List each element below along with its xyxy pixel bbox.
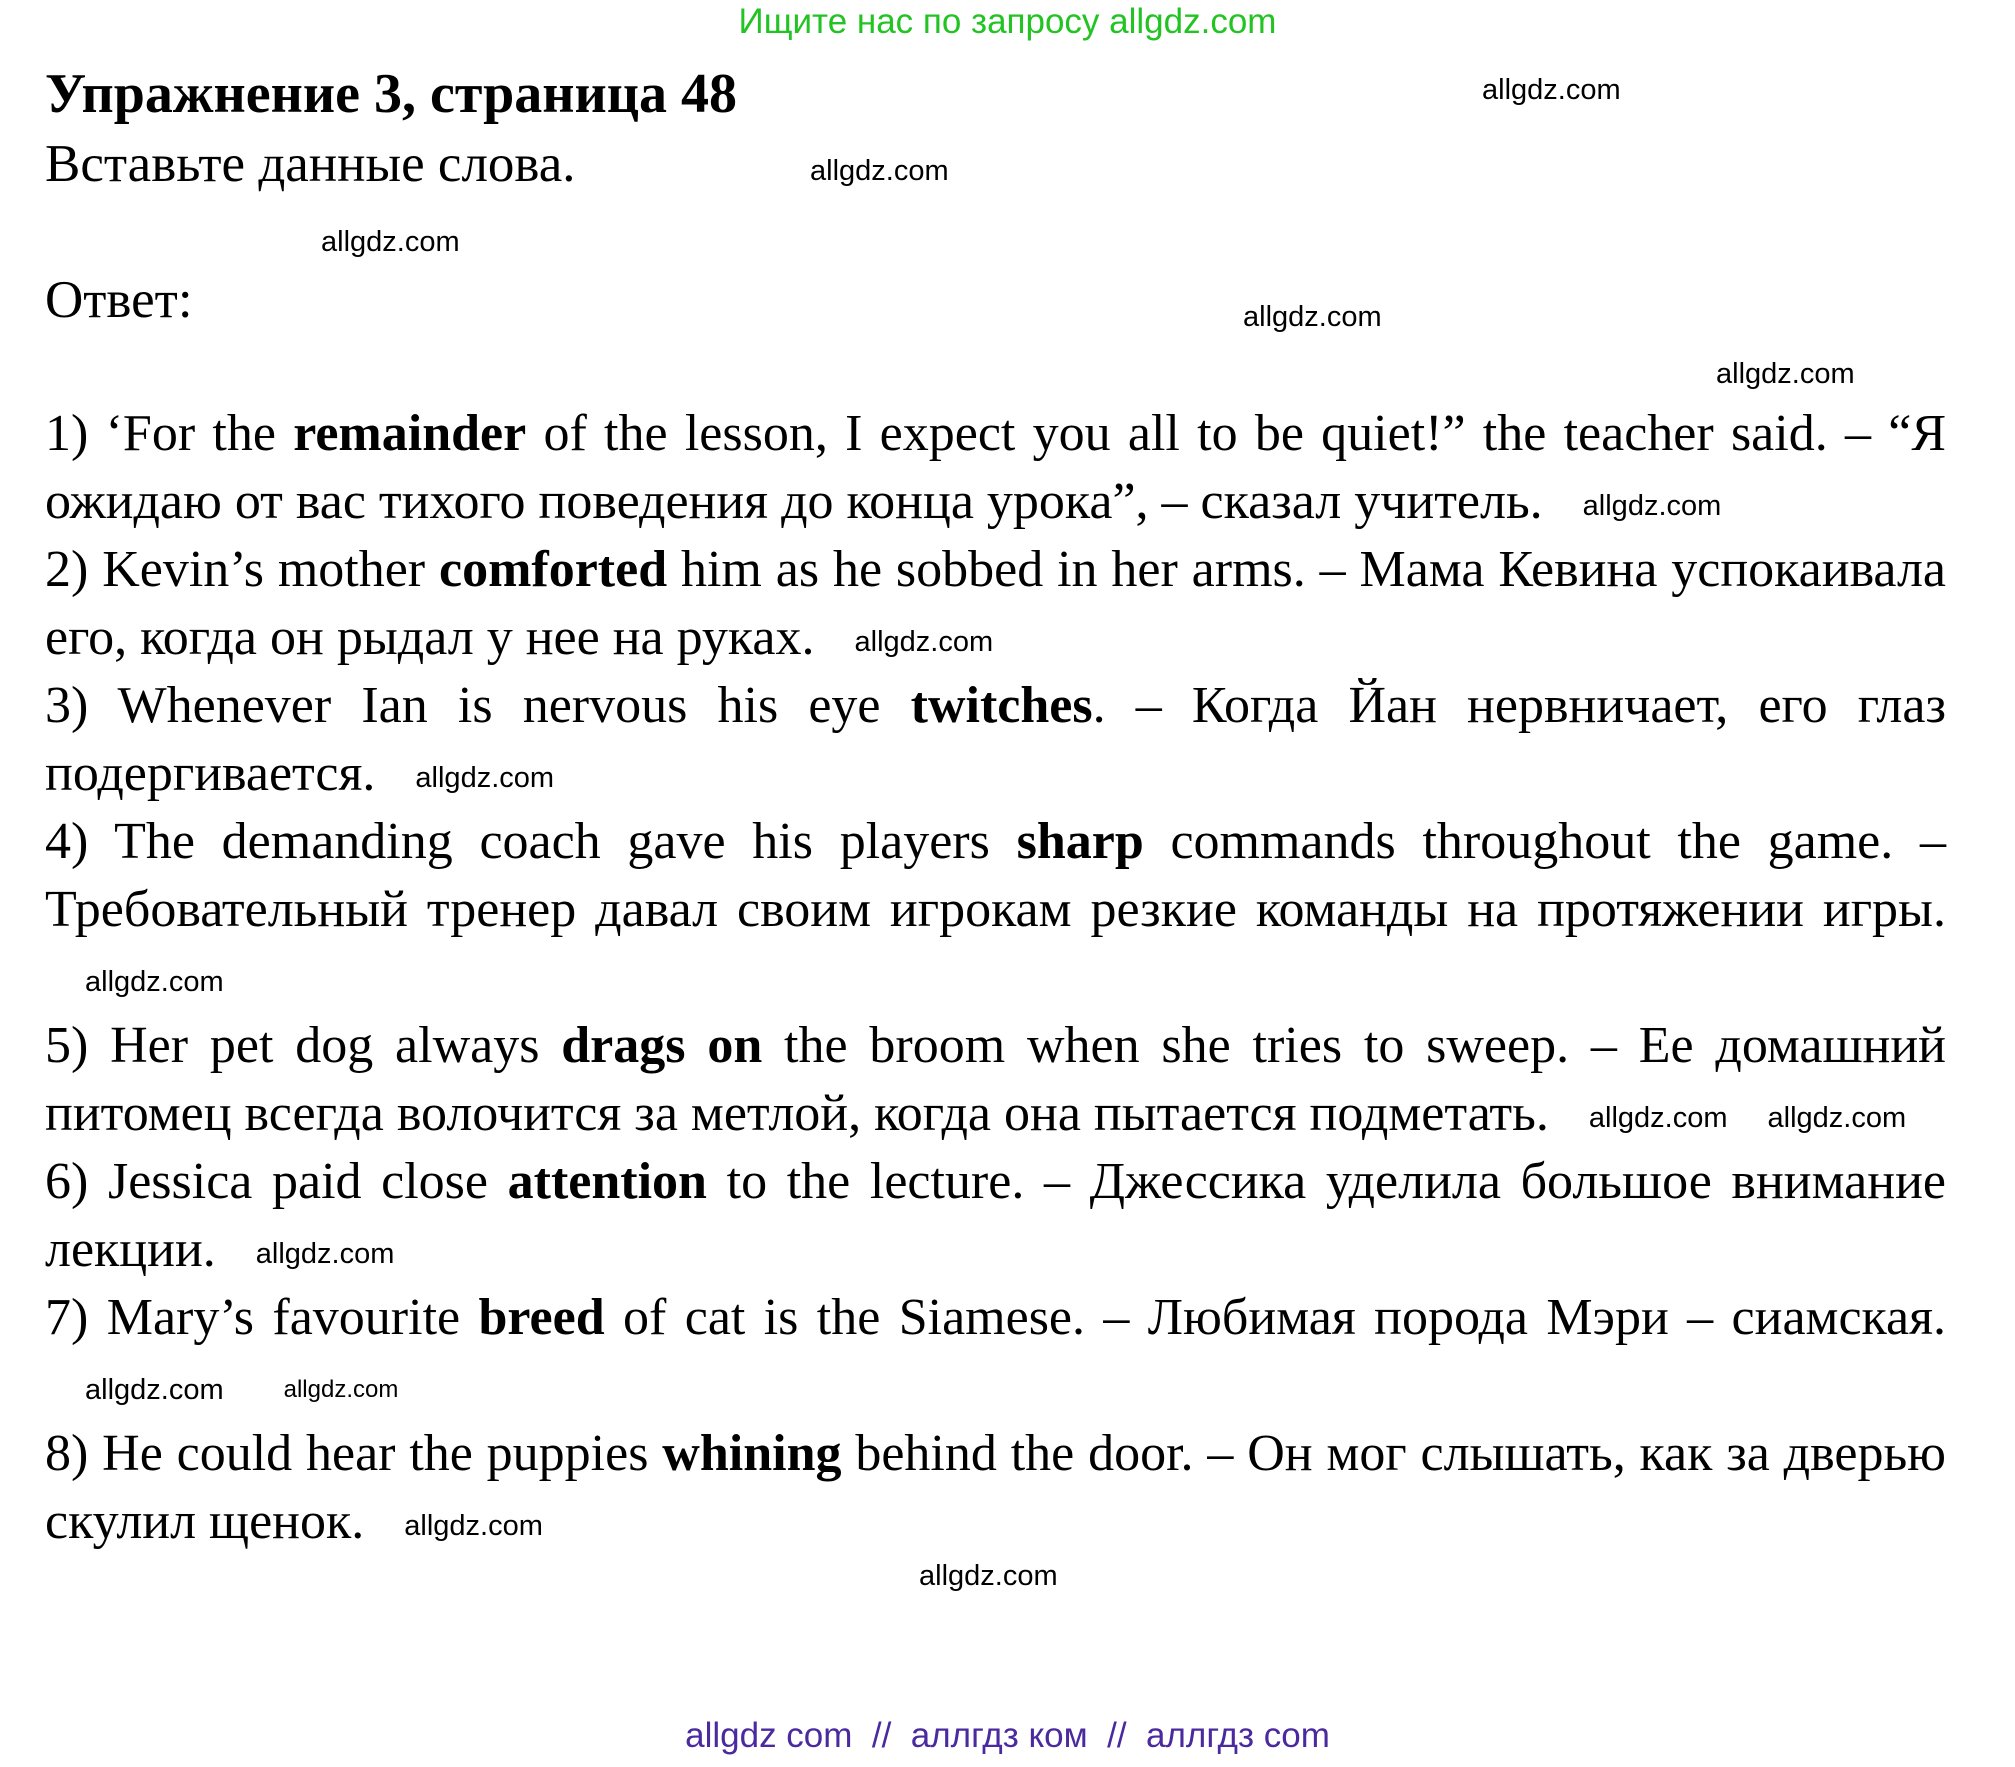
answer-item (45, 1012, 1946, 1148)
watermark: allgdz.com (1716, 358, 1855, 390)
watermark: allgdz.com (1243, 301, 1382, 333)
inserted-word: breed (478, 1289, 605, 1346)
item-text: 1) ‘For the (45, 405, 294, 462)
answer-item (45, 1148, 1946, 1284)
answer-item (45, 400, 1946, 536)
watermark: allgdz.com (1482, 74, 1621, 106)
item-text: 2) Kevin’s mother (45, 541, 439, 598)
item-text: 3) Whenever Ian is nervous his eye (45, 677, 911, 734)
answer-item (45, 808, 1946, 1012)
watermark: allgdz.com (283, 1376, 399, 1404)
watermark: allgdz.com (255, 1237, 395, 1270)
answer-label: Ответ: (45, 271, 193, 329)
watermark: allgdz.com (85, 1373, 224, 1406)
item-text: to the lecture. – Джессика уделила большое внимание лекции. (45, 1153, 1946, 1278)
watermark: allgdz.com (1588, 1101, 1728, 1134)
watermark: allgdz.com (919, 1560, 1058, 1592)
inserted-word: whining (662, 1425, 842, 1482)
task-instruction: Вставьте данные слова. (45, 135, 576, 193)
watermark: allgdz.com (321, 226, 460, 258)
answer-list (45, 400, 1946, 1596)
watermark: allgdz.com (854, 625, 994, 658)
watermark: allgdz.com (85, 965, 224, 998)
watermark: allgdz.com (1582, 489, 1722, 522)
item-text: him as he sobbed in her arms. – Мама Кевина успокаивала его, когда он рыдал у нее на руках. (45, 541, 1946, 666)
item-text: 4) The demanding coach gave his players (45, 813, 1017, 870)
answer-item (45, 536, 1946, 672)
page-title: Упражнение 3, страница 48 (45, 63, 738, 125)
item-text: behind the door. – Он мог слышать, как за дверью скулил щенок. (45, 1425, 1947, 1550)
inserted-word: attention (507, 1153, 707, 1210)
item-text: 8) He could hear the puppies (45, 1425, 663, 1482)
item-text: 6) Jessica paid close (45, 1153, 508, 1210)
item-text: of the lesson, I expect you all to be quiet!” the teacher said. – “Я ожидаю от вас тихого поведения до конца урока”, – сказал учитель. (45, 405, 1947, 530)
watermark: allgdz.com (415, 761, 555, 794)
inserted-word: comforted (439, 541, 668, 598)
watermark: allgdz.com (810, 155, 949, 187)
answer-item (45, 1284, 1946, 1420)
watermark: allgdz.com (1767, 1101, 1907, 1134)
inserted-word: sharp (1016, 813, 1144, 870)
item-text: the broom when she tries to sweep. – Ее домашний питомец всегда волочится за метлой, когда она пытается подметать. (45, 1017, 1946, 1142)
footer-links[interactable]: allgdz com // аллгдз ком // аллгдз com (685, 1716, 1330, 1755)
inserted-word: twitches (910, 677, 1093, 734)
item-text: of cat is the Siamese. – Любимая порода Мэри – сиамская. (604, 1289, 1946, 1346)
answer-item (45, 672, 1946, 808)
inserted-word: remainder (293, 405, 527, 462)
item-text: . – Когда Йан нервничает, его глаз подергивается. (45, 677, 1946, 802)
item-text: 7) Mary’s favourite (45, 1289, 479, 1346)
item-text: commands throughout the game. – Требовательный тренер давал своим игрокам резкие команды на протяжении игры. (45, 813, 1946, 938)
inserted-word: drags on (561, 1017, 763, 1074)
watermark: allgdz.com (404, 1509, 543, 1542)
item-text: 5) Her pet dog always (45, 1017, 562, 1074)
search-hint-banner: Ищите нас по запросу allgdz.com (738, 2, 1277, 41)
answer-item (45, 1420, 1946, 1556)
